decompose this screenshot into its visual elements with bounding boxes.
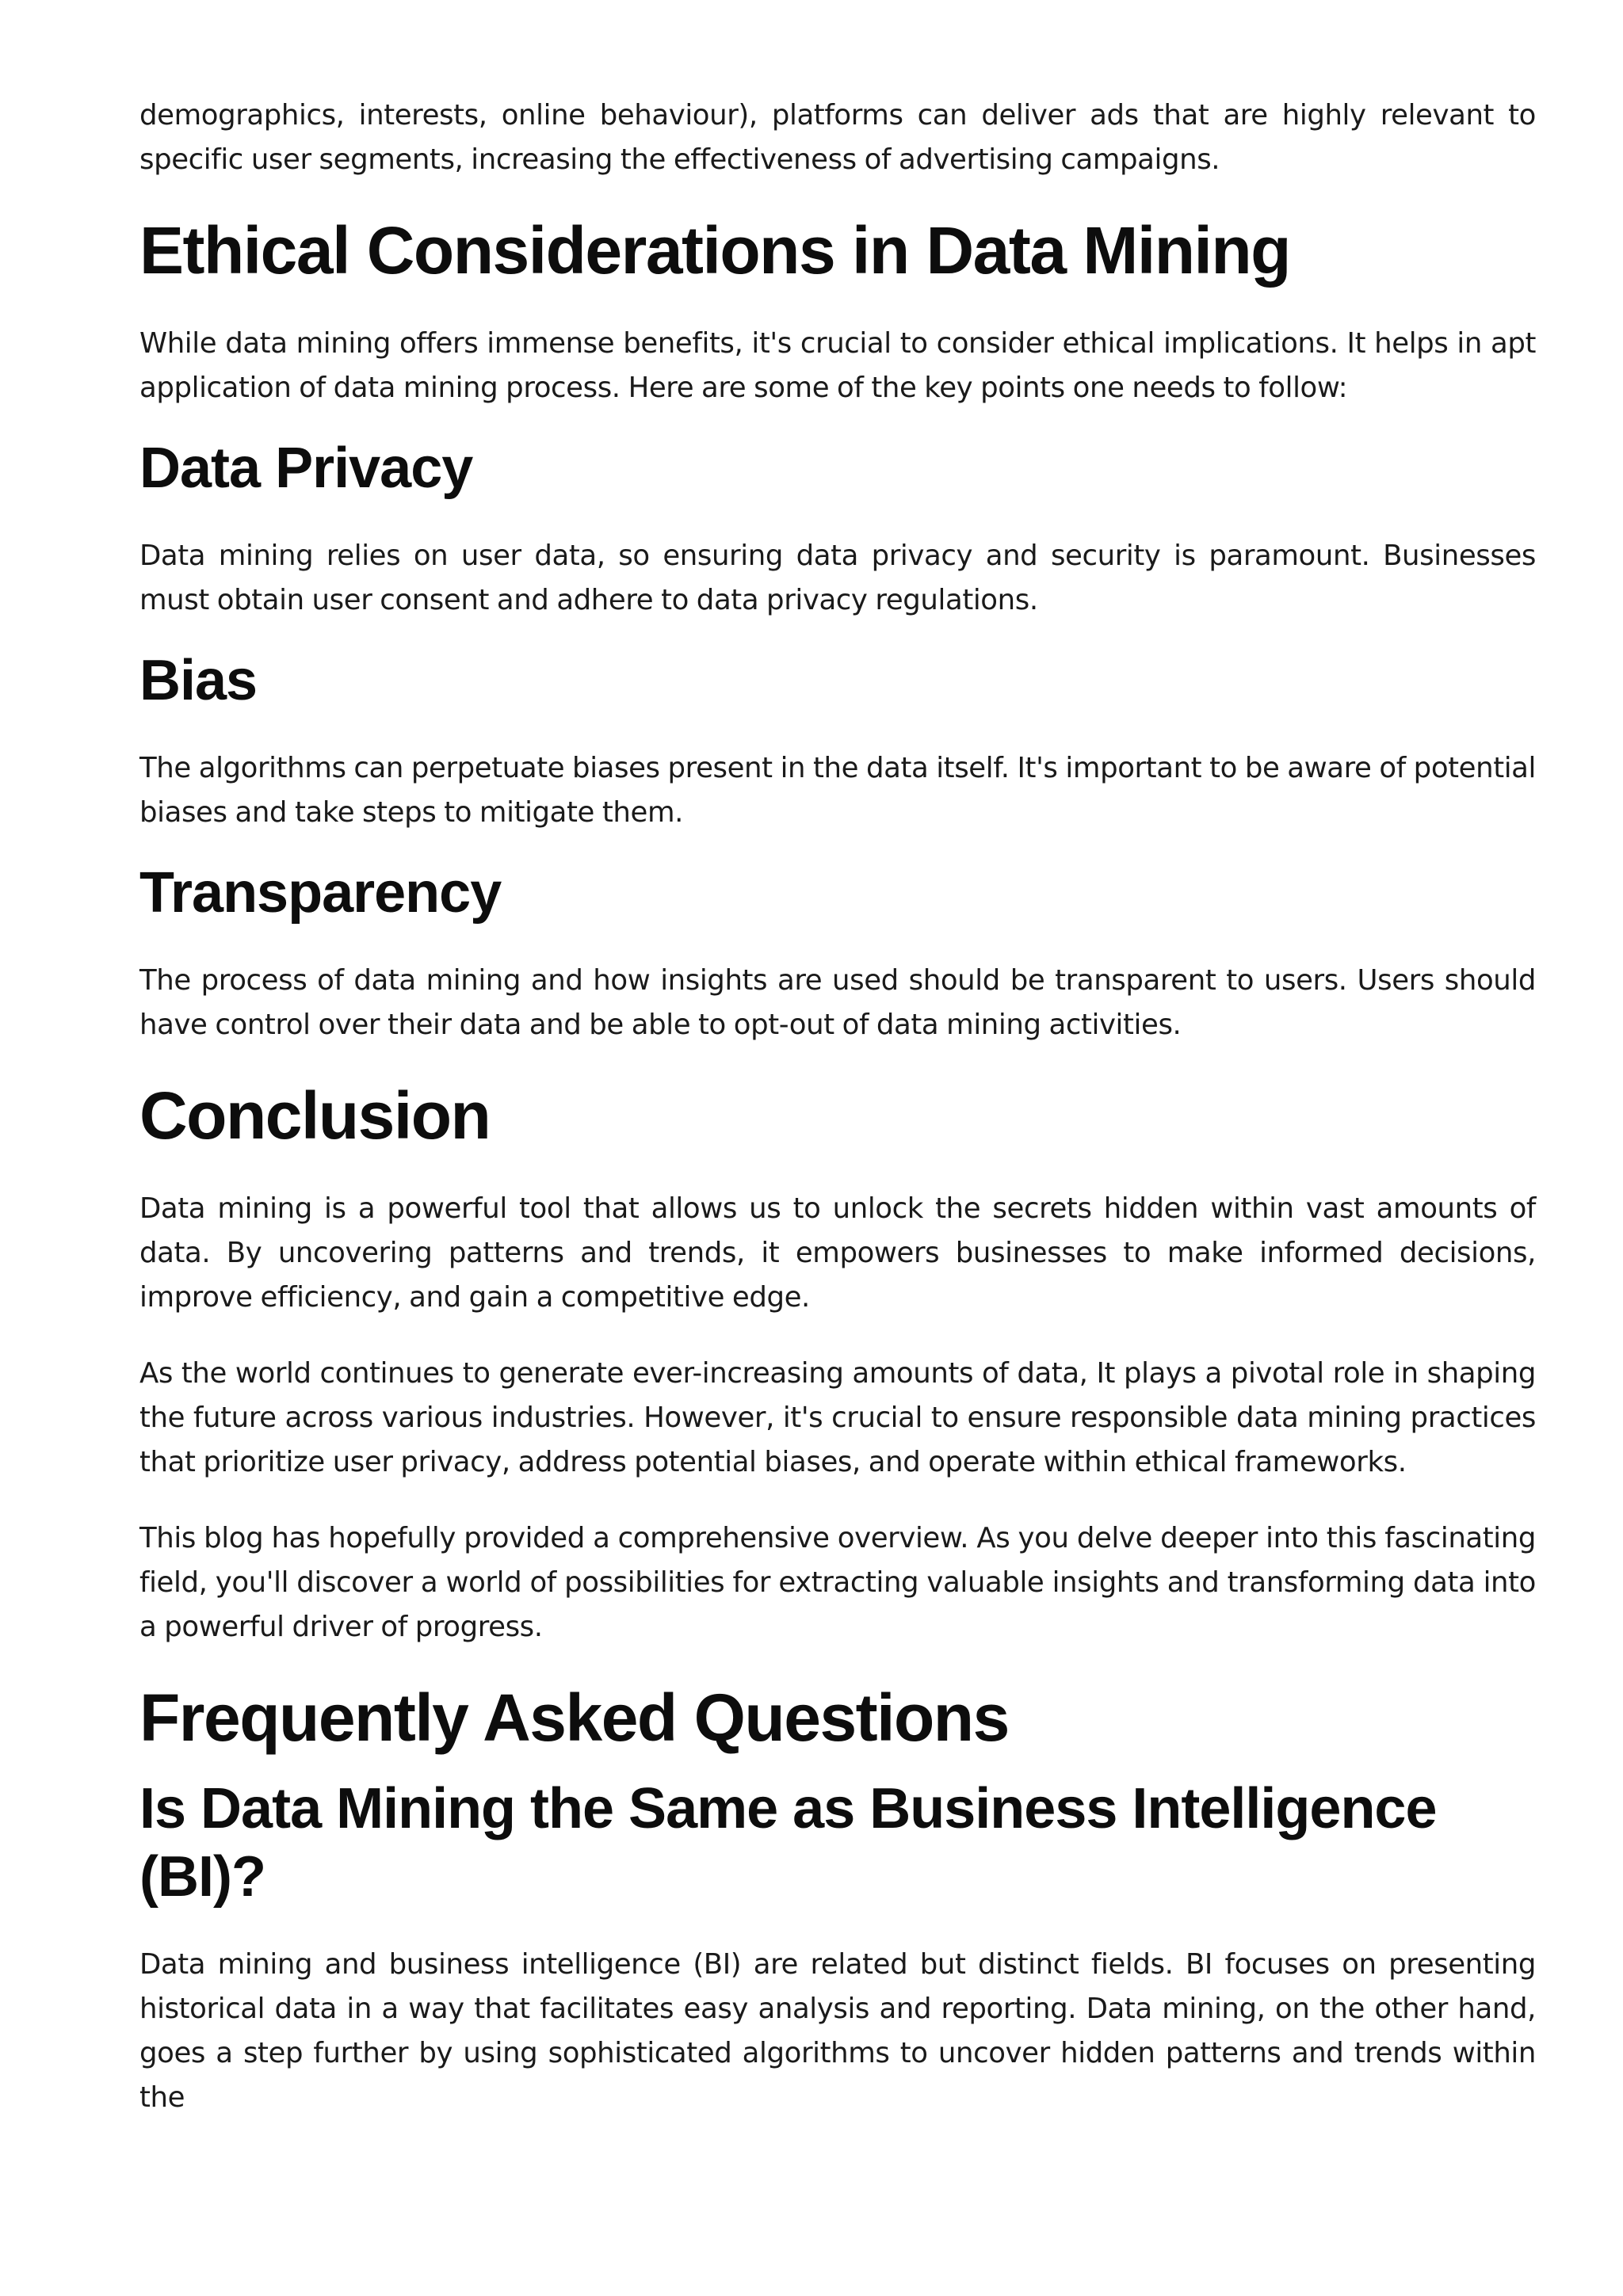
conclusion-paragraph-1: Data mining is a powerful tool that allows us to unlock the secrets hidden within vast amounts of data. By uncovering patterns and trends, it empowers businesses to make informed decisions, improve efficiency, and gain a competitive edge. xyxy=(139,1192,1536,1314)
conclusion-paragraph-3: This blog has hopefully provided a comprehensive overview. As you delve deeper into this fascinating field, you'll discover a world of possibilities for extracting valuable insights and transforming data into a powerful driver of progress. xyxy=(139,1522,1536,1643)
document-page xyxy=(139,93,1536,2120)
conclusion-paragraph-2: As the world continues to generate ever-increasing amounts of data, It plays a pivotal role in shaping the future across various industries. However, it's crucial to ensure responsible data mining practices that prioritize user privacy, address potential biases, and operate within ethical frameworks. xyxy=(139,1357,1536,1478)
intro-paragraph: demographics, interests, online behaviour), platforms can deliver ads that are highly relevant to specific user segments, increasing the effectiveness of advertising campaigns. xyxy=(139,99,1536,176)
transparency-heading: Transparency xyxy=(139,861,502,925)
bias-paragraph: The algorithms can perpetuate biases present in the data itself. It's important to be aware of potential biases and take steps to mitigate them. xyxy=(139,752,1536,829)
bias-heading: Bias xyxy=(139,649,258,712)
ethics-heading: Ethical Considerations in Data Mining xyxy=(139,213,1290,288)
conclusion-heading: Conclusion xyxy=(139,1078,491,1153)
data-privacy-paragraph: Data mining relies on user data, so ensuring data privacy and security is paramount. Businesses must obtain user consent and adhere to data privacy regulations. xyxy=(139,540,1536,616)
faq-answer-paragraph: Data mining and business intelligence (BI) are related but distinct fields. BI focuses on presenting historical data in a way that facilitates easy analysis and reporting. Data mining, on the other hand, goes a step further by using sophisticated algorithms to uncover hidden patterns and trends within the xyxy=(139,1948,1536,2114)
ethics-intro-paragraph: While data mining offers immense benefits, it's crucial to consider ethical implications. It helps in apt application of data mining process. Here are some of the key points one needs to follow: xyxy=(139,327,1536,404)
data-privacy-heading: Data Privacy xyxy=(139,437,473,500)
faq-question-heading: Is Data Mining the Same as Business Intelligence (BI)? xyxy=(139,1777,1437,1909)
faq-heading: Frequently Asked Questions xyxy=(139,1680,1009,1755)
transparency-paragraph: The process of data mining and how insights are used should be transparent to users. Users should have control over their data and be able to opt-out of data mining activities. xyxy=(139,964,1536,1041)
